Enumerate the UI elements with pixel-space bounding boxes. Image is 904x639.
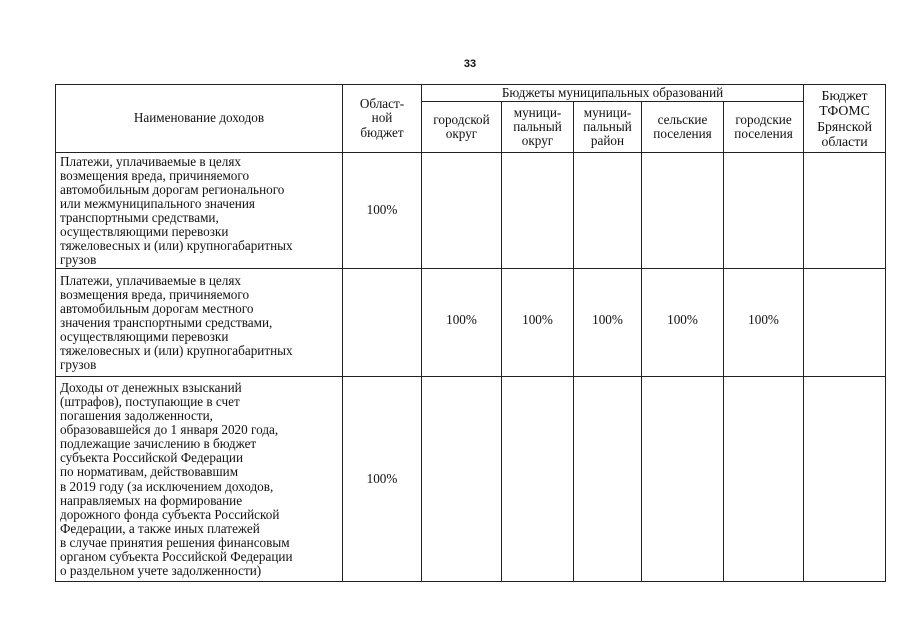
- header-city-district: городской округ: [422, 102, 502, 153]
- row-rural-value: 100%: [667, 312, 698, 328]
- row-municipal-district-share: [502, 269, 574, 377]
- header-row-top: [56, 85, 886, 102]
- income-distribution-table: [55, 84, 886, 582]
- row-income-name: Платежи, уплачиваемые в целях возмещения вреда, причиняемого автомобильным дорогам регионального или межмуниципального значения транспортными средствами, осуществляющими перевозки тяжеловесных и (или) крупногабаритных грузов: [56, 153, 343, 269]
- header-rural-settlements: сельские поселения: [642, 102, 724, 153]
- row-city-district-share: [422, 269, 502, 377]
- row-municipal-area-share: [574, 153, 642, 269]
- row-urban-share: [724, 377, 804, 582]
- row-tfoms-share: [804, 377, 886, 582]
- table-row: [56, 377, 886, 582]
- row-rural-share: [642, 377, 724, 582]
- row-municipal-district-value: 100%: [522, 312, 553, 328]
- row-income-name: Доходы от денежных взысканий (штрафов), поступающие в счет погашения задолженности, образовавшейся до 1 января 2020 года, подлежащие зачислению в бюджет субъекта Российской Федерации по нормативам, действовавшим в 2019 году (за исключением доходов, направляемых на формирование дорожного фонда субъекта Российской Федерации, а также иных платежей в случае принятия решения финансовым органом субъекта Российской Федерации о раздельном учете задолженности): [56, 377, 343, 582]
- row-rural-share: [642, 269, 724, 377]
- row-municipal-district-share: [502, 377, 574, 582]
- row-city-district-share: [422, 377, 502, 582]
- row-urban-share: [724, 153, 804, 269]
- row-municipal-district-share: [502, 153, 574, 269]
- row-city-district-value: 100%: [446, 312, 477, 328]
- row-city-district-share: [422, 153, 502, 269]
- row-urban-value: 100%: [748, 312, 779, 328]
- header-municipal-area: муници- пальный район: [574, 102, 642, 153]
- header-regional-budget: Област- ной бюджет: [343, 85, 422, 153]
- row-income-name: Платежи, уплачиваемые в целях возмещения вреда, причиняемого автомобильным дорогам местного значения транспортными средствами, осуществляющими перевозки тяжеловесных и (или) крупногабаритных грузов: [56, 269, 343, 377]
- row-tfoms-share: [804, 153, 886, 269]
- row-urban-share: [724, 269, 804, 377]
- header-income-name: Наименование доходов: [56, 85, 343, 153]
- header-municipal-budgets: Бюджеты муниципальных образований: [422, 85, 804, 102]
- page-number: 33: [463, 58, 477, 70]
- row-rural-share: [642, 153, 724, 269]
- table-row: [56, 269, 886, 377]
- header-municipal-district: муници- пальный округ: [502, 102, 574, 153]
- row-regional-share: [343, 269, 422, 377]
- row-municipal-area-value: 100%: [592, 312, 623, 328]
- table-row: [56, 153, 886, 269]
- header-tfoms-budget: Бюджет ТФОМС Брянской области: [804, 85, 886, 153]
- row-tfoms-share: [804, 269, 886, 377]
- row-municipal-area-share: [574, 377, 642, 582]
- row-regional-share: 100%: [343, 377, 422, 582]
- row-municipal-area-share: [574, 269, 642, 377]
- row-regional-share: 100%: [343, 153, 422, 269]
- header-urban-settlements: городские поселения: [724, 102, 804, 153]
